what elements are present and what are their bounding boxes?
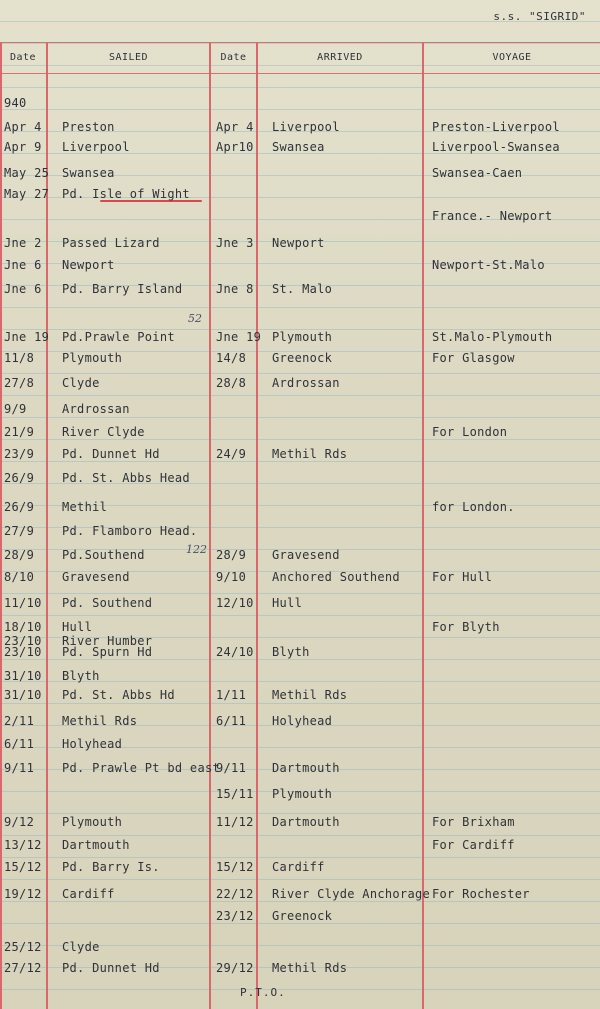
- sailed-cell: Methil Rds: [62, 714, 138, 728]
- date-arrived-cell: 28/9: [216, 548, 247, 562]
- date-sailed-cell: 11/8: [4, 351, 35, 365]
- sailed-cell: Preston: [62, 120, 115, 134]
- date-arrived-cell: 9/11: [216, 761, 247, 775]
- date-sailed-cell: Apr 9: [4, 140, 42, 154]
- arrived-cell: Methil Rds: [272, 447, 348, 461]
- sailed-cell: Plymouth: [62, 815, 123, 829]
- sailed-cell: Pd.Southend: [62, 548, 145, 562]
- date-arrived-cell: 9/10: [216, 570, 247, 584]
- arrived-cell: St. Malo: [272, 282, 333, 296]
- date-sailed-cell: 21/9: [4, 425, 35, 439]
- arrived-cell: Methil Rds: [272, 961, 348, 975]
- voyage-cell: Preston-Liverpool: [432, 120, 560, 134]
- sailed-cell: Pd. Spurn Hd: [62, 645, 153, 659]
- date-sailed-cell: 13/12: [4, 838, 42, 852]
- voyage-cell: Newport-St.Malo: [432, 258, 545, 272]
- arrived-cell: Newport: [272, 236, 325, 250]
- arrived-cell: Greenock: [272, 909, 333, 923]
- header-sailed: SAILED: [108, 52, 149, 63]
- date-sailed-cell: 19/12: [4, 887, 42, 901]
- arrived-cell: Hull: [272, 596, 303, 610]
- arrived-cell: Plymouth: [272, 787, 333, 801]
- sailed-cell: Gravesend: [62, 570, 130, 584]
- voyage-cell: Swansea-Caen: [432, 166, 523, 180]
- header-date-sailed: Date: [9, 52, 37, 63]
- arrived-cell: Methil Rds: [272, 688, 348, 702]
- date-arrived-cell: 1/11: [216, 688, 247, 702]
- date-sailed-cell: 11/10: [4, 596, 42, 610]
- date-sailed-cell: Apr 4: [4, 120, 42, 134]
- arrived-cell: Greenock: [272, 351, 333, 365]
- date-sailed-cell: 9/12: [4, 815, 35, 829]
- sailed-cell: Pd. Isle of Wight: [62, 187, 190, 201]
- sailed-cell: Hull: [62, 620, 93, 634]
- date-sailed-cell: 23/10: [4, 634, 42, 648]
- margin-note: 52: [188, 312, 202, 325]
- date-sailed-cell: 31/10: [4, 669, 42, 683]
- sailed-cell: Newport: [62, 258, 115, 272]
- arrived-cell: Swansea: [272, 140, 325, 154]
- date-sailed-cell: 26/9: [4, 471, 35, 485]
- voyage-cell: For Blyth: [432, 620, 500, 634]
- sailed-cell: Blyth: [62, 669, 100, 683]
- date-arrived-cell: 11/12: [216, 815, 254, 829]
- sailed-cell: Clyde: [62, 940, 100, 954]
- date-sailed-cell: 9/9: [4, 402, 27, 416]
- sailed-cell: Pd. Dunnet Hd: [62, 961, 160, 975]
- page-footer-pto: P.T.O.: [240, 986, 286, 999]
- sailed-cell: Passed Lizard: [62, 236, 160, 250]
- date-arrived-cell: 6/11: [216, 714, 247, 728]
- date-arrived-cell: Apr10: [216, 140, 254, 154]
- sailed-cell: Clyde: [62, 376, 100, 390]
- date-sailed-cell: Jne 6: [4, 258, 42, 272]
- date-sailed-cell: 27/8: [4, 376, 35, 390]
- date-arrived-cell: 12/10: [216, 596, 254, 610]
- voyage-cell: Liverpool-Swansea: [432, 140, 560, 154]
- arrived-cell: Dartmouth: [272, 815, 340, 829]
- date-sailed-cell: 18/10: [4, 620, 42, 634]
- date-arrived-cell: 15/12: [216, 860, 254, 874]
- sailed-cell: Pd. St. Abbs Head: [62, 471, 190, 485]
- arrived-cell: Cardiff: [272, 860, 325, 874]
- arrived-cell: Dartmouth: [272, 761, 340, 775]
- date-sailed-cell: 8/10: [4, 570, 35, 584]
- sailed-cell: Holyhead: [62, 737, 123, 751]
- sailed-cell: Methil: [62, 500, 108, 514]
- date-sailed-cell: Jne 6: [4, 282, 42, 296]
- margin-note: 122: [186, 543, 207, 556]
- voyage-cell: For Rochester: [432, 887, 530, 901]
- sailed-cell: Cardiff: [62, 887, 115, 901]
- date-arrived-cell: 24/10: [216, 645, 254, 659]
- date-sailed-cell: 31/10: [4, 688, 42, 702]
- arrived-cell: River Clyde Anchorage: [272, 887, 431, 901]
- date-arrived-cell: Jne 8: [216, 282, 254, 296]
- date-arrived-cell: Apr 4: [216, 120, 254, 134]
- sailed-cell: Plymouth: [62, 351, 123, 365]
- voyage-cell: For Glasgow: [432, 351, 515, 365]
- header-date-arrived: Date: [220, 52, 247, 63]
- date-arrived-cell: 29/12: [216, 961, 254, 975]
- voyage-cell: St.Malo-Plymouth: [432, 330, 553, 344]
- sailed-cell: Pd.Prawle Point: [62, 330, 175, 344]
- date-sailed-cell: 26/9: [4, 500, 35, 514]
- header-top-rule: [0, 42, 600, 43]
- date-sailed-cell: 27/9: [4, 524, 35, 538]
- sailed-cell: Pd. St. Abbs Hd: [62, 688, 175, 702]
- date-sailed-cell: 27/12: [4, 961, 42, 975]
- date-sailed-cell: Jne 2: [4, 236, 42, 250]
- sailed-cell: Pd. Barry Island: [62, 282, 183, 296]
- date-sailed-cell: 9/11: [4, 761, 35, 775]
- arrived-cell: Holyhead: [272, 714, 333, 728]
- sailed-cell: Pd. Prawle Pt bd east: [62, 761, 221, 775]
- voyage-cell: for London.: [432, 500, 515, 514]
- date-arrived-cell: 24/9: [216, 447, 247, 461]
- sailed-cell: River Clyde: [62, 425, 145, 439]
- voyage-cell: For Brixham: [432, 815, 515, 829]
- date-arrived-cell: 23/12: [216, 909, 254, 923]
- sailed-cell: Swansea: [62, 166, 115, 180]
- date-sailed-cell: 6/11: [4, 737, 35, 751]
- date-arrived-cell: 22/12: [216, 887, 254, 901]
- voyage-cell: For Cardiff: [432, 838, 515, 852]
- date-sailed-cell: 15/12: [4, 860, 42, 874]
- arrived-cell: Liverpool: [272, 120, 340, 134]
- date-arrived-cell: 14/8: [216, 351, 247, 365]
- voyage-cell: For Hull: [432, 570, 493, 584]
- column-rule-left: [0, 42, 2, 1009]
- arrived-cell: Anchored Southend: [272, 570, 400, 584]
- date-arrived-cell: 15/11: [216, 787, 254, 801]
- date-sailed-cell: 23/9: [4, 447, 35, 461]
- column-rule-arrived: [422, 42, 424, 1009]
- date-arrived-cell: Jne 19: [216, 330, 262, 344]
- voyage-cell: For London: [432, 425, 508, 439]
- sailed-cell: Pd. Flamboro Head.: [62, 524, 198, 538]
- arrived-cell: Blyth: [272, 645, 310, 659]
- header-arrived: ARRIVED: [317, 52, 363, 63]
- date-sailed-cell: May 27: [4, 187, 50, 201]
- date-sailed-cell: 28/9: [4, 548, 35, 562]
- arrived-cell: Ardrossan: [272, 376, 340, 390]
- date-sailed-cell: 25/12: [4, 940, 42, 954]
- header-voyage: VOYAGE: [492, 52, 532, 63]
- voyage-cell: France.- Newport: [432, 209, 553, 223]
- date-sailed-cell: 2/11: [4, 714, 35, 728]
- sailed-cell: Liverpool: [62, 140, 130, 154]
- sailed-cell: Pd. Dunnet Hd: [62, 447, 160, 461]
- date-arrived-cell: 28/8: [216, 376, 247, 390]
- sailed-cell: Pd. Barry Is.: [62, 860, 160, 874]
- date-sailed-cell: 940: [4, 96, 27, 110]
- arrived-cell: Gravesend: [272, 548, 340, 562]
- date-sailed-cell: Jne 19: [4, 330, 50, 344]
- date-arrived-cell: Jne 3: [216, 236, 254, 250]
- date-sailed-cell: May 25: [4, 166, 50, 180]
- sailed-cell: River Humber: [62, 634, 153, 648]
- sailed-cell: Pd. Southend: [62, 596, 153, 610]
- column-rule-sailed: [209, 42, 211, 1009]
- header-bottom-rule: [0, 73, 600, 74]
- column-rule-date-arrived: [256, 42, 258, 1009]
- ship-name: s.s. "SIGRID": [493, 10, 586, 23]
- sailed-cell: Dartmouth: [62, 838, 130, 852]
- arrived-cell: Plymouth: [272, 330, 333, 344]
- sailed-cell: Ardrossan: [62, 402, 130, 416]
- date-sailed-cell: 23/10: [4, 645, 42, 659]
